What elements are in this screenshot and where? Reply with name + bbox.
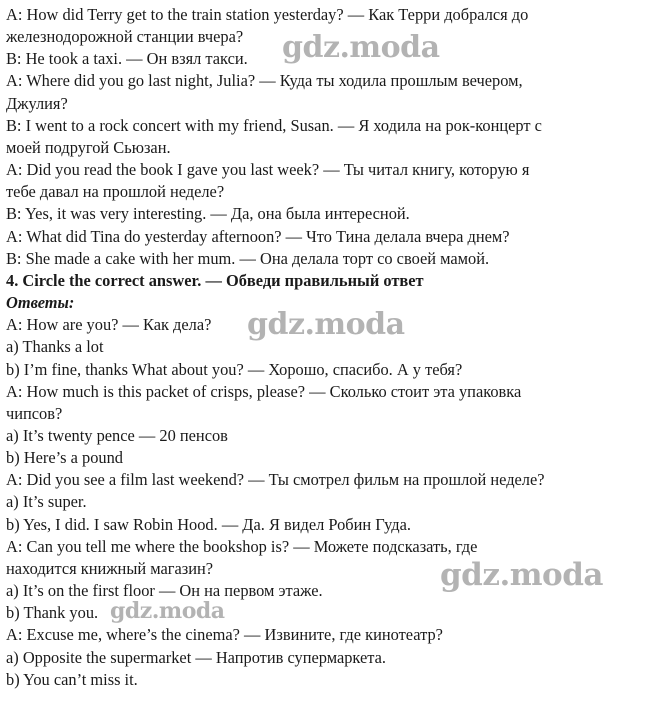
answer-line: a) It’s super. bbox=[6, 492, 87, 512]
answer-line: a) It’s on the first floor — Он на первом этаже. bbox=[6, 581, 323, 601]
answer-line: A: Excuse me, where’s the cinema? — Извините, где кинотеатр? bbox=[6, 625, 443, 645]
watermark: gdz.moda bbox=[282, 30, 440, 65]
answer-line: b) Here’s a pound bbox=[6, 448, 123, 468]
answer-line: чипсов? bbox=[6, 403, 63, 423]
text-line: A: What did Tina do yesterday afternoon? — Что Тина делала вчера днем? bbox=[6, 226, 510, 246]
answer-line: b) Thank you. bbox=[6, 603, 99, 623]
watermark: gdz.moda bbox=[440, 557, 603, 593]
answer-line: a) Opposite the supermarket — Напротив супермаркета. bbox=[6, 647, 386, 667]
text-line: A: Did you read the book I gave you last week? — Ты читал книгу, которую я bbox=[6, 160, 530, 180]
text-line: B: I went to a rock concert with my friend, Susan. — Я ходила на рок-концерт с bbox=[6, 115, 542, 135]
text-line: тебе давал на прошлой неделе? bbox=[6, 182, 225, 202]
text-line: B: She made a cake with her mum. — Она делала торт со своей мамой. bbox=[6, 248, 490, 268]
answer-line: b) I’m fine, thanks What about you? — Хорошо, спасибо. А у тебя? bbox=[6, 359, 463, 379]
text-line: B: Yes, it was very interesting. — Да, она была интересной. bbox=[6, 204, 410, 224]
answer-line: a) It’s twenty pence — 20 пенсов bbox=[6, 425, 228, 445]
answers-label: Ответы: bbox=[6, 293, 75, 313]
watermark: gdz.moda bbox=[247, 307, 405, 342]
answer-line: a) Thanks a lot bbox=[6, 337, 104, 357]
answer-line: A: How are you? — Как дела? bbox=[6, 315, 212, 335]
answer-line: A: How much is this packet of crisps, please? — Сколько стоит эта упаковка bbox=[6, 381, 522, 401]
answer-line: b) Yes, I did. I saw Robin Hood. — Да. Я видел Робин Гуда. bbox=[6, 514, 411, 534]
watermark: gdz.moda bbox=[110, 598, 225, 624]
text-line: моей подругой Сьюзан. bbox=[6, 137, 171, 157]
answer-line: находится книжный магазин? bbox=[6, 558, 214, 578]
text-line: Джулия? bbox=[6, 93, 68, 113]
answer-line: A: Can you tell me where the bookshop is? — Можете подсказать, где bbox=[6, 536, 478, 556]
text-line: A: How did Terry get to the train station yesterday? — Как Терри добрался до bbox=[6, 5, 529, 24]
text-line: A: Where did you go last night, Julia? — Куда ты ходила прошлым вечером, bbox=[6, 71, 523, 91]
answer-line: b) You can’t miss it. bbox=[6, 669, 138, 689]
text-line: B: He took a taxi. — Он взял такси. bbox=[6, 49, 248, 69]
document-text bbox=[6, 4, 651, 691]
exercise-heading: 4. Circle the correct answer. — Обведи правильный ответ bbox=[6, 270, 424, 290]
answer-line: A: Did you see a film last weekend? — Ты смотрел фильм на прошлой неделе? bbox=[6, 470, 545, 490]
text-line: железнодорожной станции вчера? bbox=[6, 27, 244, 47]
